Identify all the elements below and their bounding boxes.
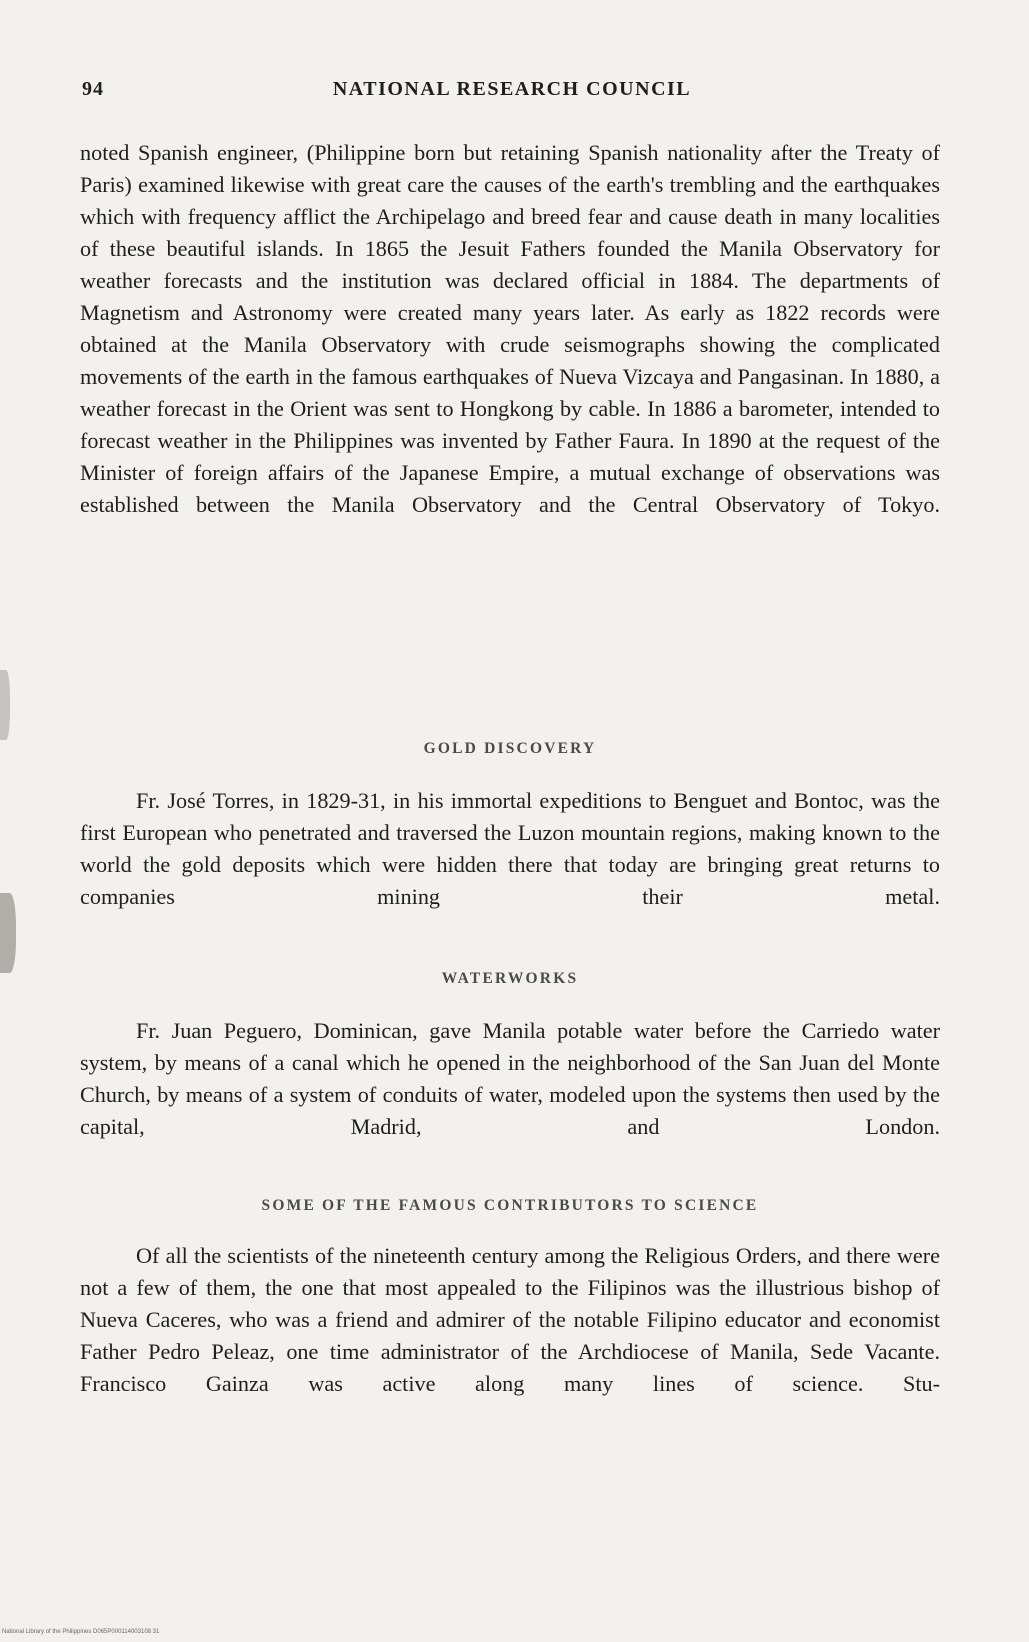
page-number: 94 xyxy=(82,78,104,100)
paragraph-observatory: noted Spanish engineer, (Philippine born but retaining Spanish nationality after the Treaty of Paris) examined likewise with great care the causes of the earth's trembling and the earthquakes which with frequency afflict the Archipelago and breed fear and cause death in many localities of these beautiful islands. In 1865 the Jesuit Fathers founded the Manila Observatory for weather forecasts and the institution was declared official in 1884. The departments of Magnetism and Astronomy were created many years later. As early as 1822 records were obtained at the Manila Observatory with crude seismographs showing the complicated movements of the earth in the famous earthquakes of Nueva Vizcaya and Pangasinan. In 1880, a weather forecast in the Orient was sent to Hongkong by cable. In 1886 a barometer, intended to forecast weather in the Philippines was invented by Father Faura. In 1890 at the request of the Minister of foreign affairs of the Japanese Empire, a mutual exchange of observations was established between the Manila Observatory and the Central Observatory of Tokyo. xyxy=(80,140,940,517)
paragraph-famous-contributors: Of all the scientists of the nineteenth century among the Religious Orders, and there were not a few of them, the one that most appealed to the Filipinos was the illustrious bishop of Nueva Caceres, who was a friend and admirer of the notable Filipino educator and economist Father Pedro Peleaz, one time administrator of the Archdiocese of Manila, Sede Vacante. Francisco Gainza was active along many lines of science. Stu- xyxy=(80,1243,940,1396)
heading-waterworks: WATERWORKS xyxy=(441,970,579,987)
page-edge-shadow xyxy=(0,893,16,973)
heading-gold-discovery: GOLD DISCOVERY xyxy=(423,740,597,757)
paragraph-gold-discovery: Fr. José Torres, in 1829-31, in his immortal expeditions to Benguet and Bontoc, was the first European who penetrated and traversed the Luzon mountain regions, making known to the world the gold deposits which were hidden there that today are bringing great returns to companies mining their metal. xyxy=(80,788,940,909)
paragraph-waterworks: Fr. Juan Peguero, Dominican, gave Manila potable water before the Carriedo water system, by means of a canal which he opened in the neighborhood of the San Juan del Monte Church, by means of a system of conduits of water, modeled upon the systems then used by the capital, Madrid, and London. xyxy=(80,1018,940,1139)
running-head: NATIONAL RESEARCH COUNCIL xyxy=(332,78,692,100)
heading-famous-contributors: SOME OF THE FAMOUS CONTRIBUTORS TO SCIENCE xyxy=(261,1197,759,1214)
page-header xyxy=(82,78,942,108)
page-edge-shadow xyxy=(0,670,10,740)
scan-footer-note: National Library of the Philippines D065P000114003108 31 xyxy=(2,1629,160,1635)
